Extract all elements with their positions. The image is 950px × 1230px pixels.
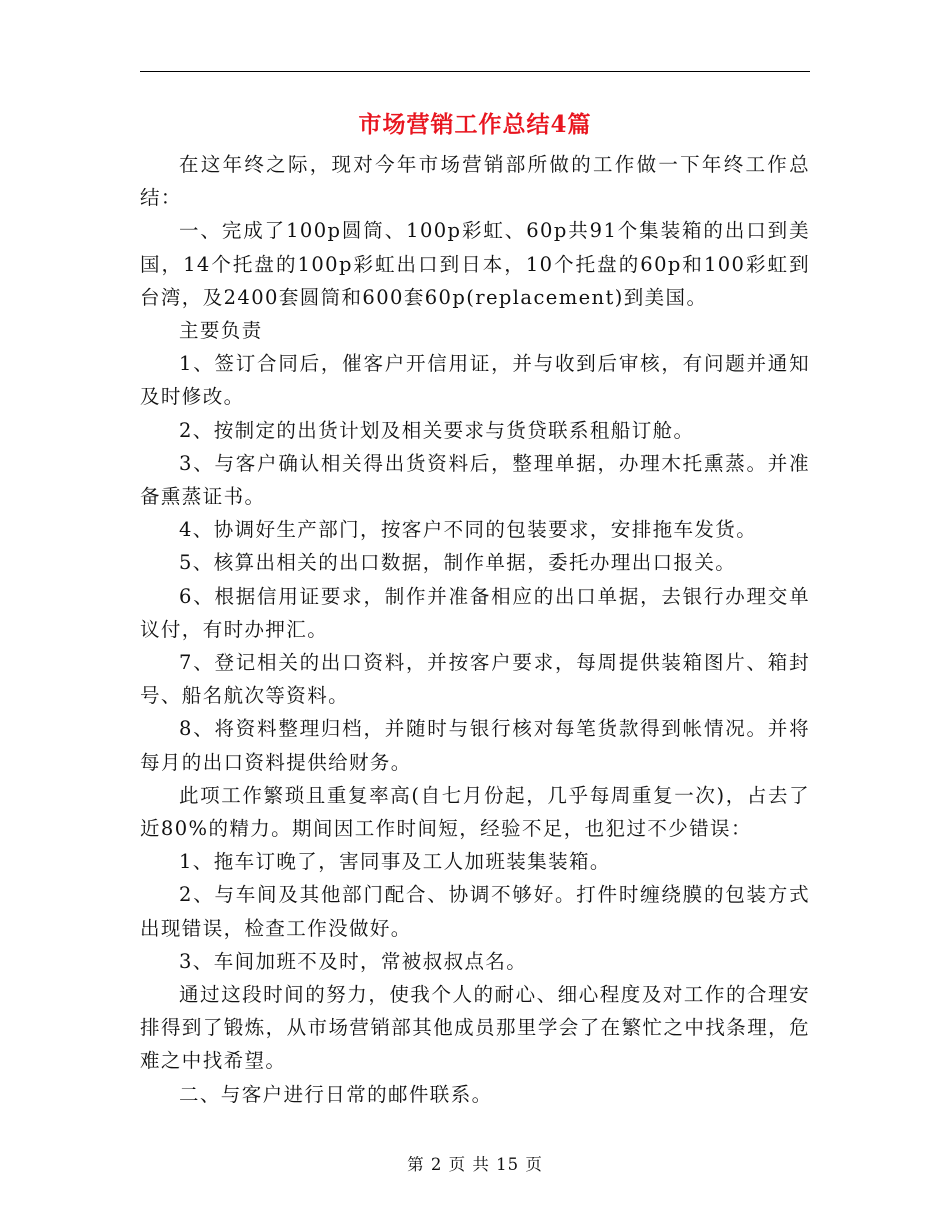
paragraph: 3、车间加班不及时，常被叔叔点名。 (179, 949, 528, 973)
paragraph: 6、根据信用证要求，制作并准备相应的出口单据，去银行办理交单议付，有时办押汇。 (140, 584, 810, 641)
paragraph: 3、与客户确认相关得出货资料后，整理单据，办理木托熏蒸。并准备熏蒸证书。 (140, 451, 810, 509)
document-title: 市场营销工作总结4篇 (358, 111, 592, 138)
paragraph: 5、核算出相关的出口数据，制作单据，委托办理出口报关。 (179, 551, 737, 575)
paragraph: 2、按制定的出货计划及相关要求与货贷联系租船订舱。 (179, 418, 695, 442)
header-rule (140, 71, 810, 72)
paragraph: 一、完成了100p圆筒、100p彩虹、60p共91个集装箱的出口到美国，14个托盘的100p彩虹出口到日本，10个托盘的60p和100彩虹到台湾，及2400套圆筒和600套60p(replacement)到美国。 (140, 219, 810, 309)
paragraph: 4、协调好生产部门，按客户不同的包装要求，安排拖车发货。 (179, 518, 758, 542)
paragraph: 2、与车间及其他部门配合、协调不够好。打件时缠绕膜的包装方式出现错误，检查工作没做好。 (140, 883, 810, 940)
paragraph: 在这年终之际，现对今年市场营销部所做的工作做一下年终工作总结： (140, 153, 810, 210)
paragraph: 7、登记相关的出口资料，并按客户要求，每周提供装箱图片、箱封号、船名航次等资料。 (140, 651, 810, 708)
document-body (140, 148, 810, 1111)
paragraph: 通过这段时间的努力，使我个人的耐心、细心程度及对工作的合理安排得到了锻炼，从市场营销部其他成员那里学会了在繁忙之中找条理，危难之中找希望。 (140, 983, 810, 1073)
paragraph: 8、将资料整理归档，并随时与银行核对每笔货款得到帐情况。并将每月的出口资料提供给财务。 (140, 717, 810, 774)
paragraph: 1、拖车订晚了，害同事及工人加班装集装箱。 (179, 850, 611, 874)
paragraph: 主要负责 (179, 319, 263, 343)
paragraph: 二、与客户进行日常的邮件联系。 (179, 1082, 493, 1106)
page-number-footer: 第 2 页 共 15 页 (407, 1155, 543, 1174)
paragraph: 1、签订合同后，催客户开信用证，并与收到后审核，有问题并通知及时修改。 (140, 352, 810, 409)
paragraph: 此项工作繁琐且重复率高(自七月份起，几乎每周重复一次)，占去了近80%的精力。期间因工作时间短，经验不足，也犯过不少错误： (140, 783, 810, 841)
